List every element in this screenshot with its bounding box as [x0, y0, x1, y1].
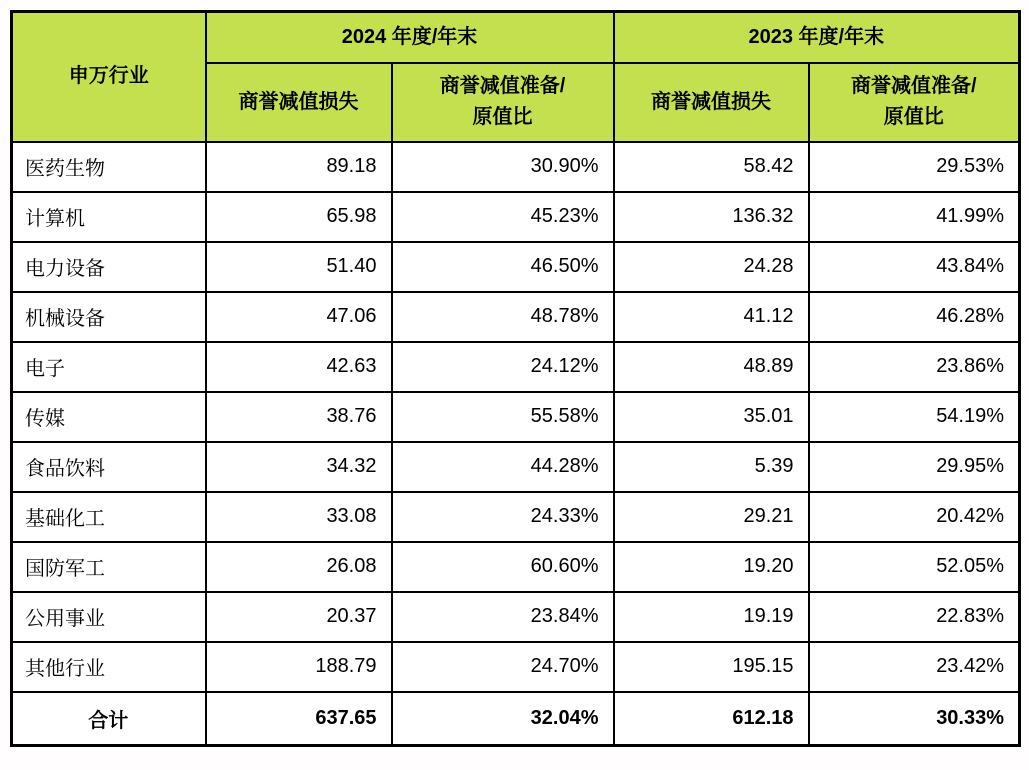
subheader-loss-2024: 商誉减值损失	[206, 63, 392, 142]
table-row	[12, 442, 1020, 492]
total-label-cell: 合计	[12, 692, 206, 746]
industry-cell: 电子	[12, 342, 206, 392]
loss-2023-cell: 24.28	[614, 242, 809, 292]
loss-2024-cell: 38.76	[206, 392, 392, 442]
loss-2024-cell: 188.79	[206, 642, 392, 692]
ratio-2024-cell: 55.58%	[392, 392, 614, 442]
industry-cell: 公用事业	[12, 592, 206, 642]
loss-2024-cell: 33.08	[206, 492, 392, 542]
table-row	[12, 342, 1020, 392]
subheader-ratio-2024-line1: 商誉减值准备/	[439, 75, 566, 97]
loss-2024-cell: 47.06	[206, 292, 392, 342]
industry-cell: 医药生物	[12, 142, 206, 192]
year-group-2024: 2024 年度/年末	[206, 12, 614, 63]
ratio-2024-cell: 30.90%	[392, 142, 614, 192]
subheader-ratio-2023-line1: 商誉减值准备/	[850, 75, 977, 97]
loss-2023-cell: 5.39	[614, 442, 809, 492]
total-ratio-2023-cell: 30.33%	[809, 692, 1020, 746]
table-row	[12, 542, 1020, 592]
ratio-2023-cell: 41.99%	[809, 192, 1020, 242]
table-row	[12, 392, 1020, 442]
ratio-2023-cell: 23.86%	[809, 342, 1020, 392]
industry-cell: 传媒	[12, 392, 206, 442]
loss-2024-cell: 34.32	[206, 442, 392, 492]
subheader-loss-2023: 商誉减值损失	[614, 63, 809, 142]
ratio-2023-cell: 54.19%	[809, 392, 1020, 442]
header-row-years	[12, 12, 1020, 63]
loss-2024-cell: 20.37	[206, 592, 392, 642]
total-loss-2023-cell: 612.18	[614, 692, 809, 746]
industry-cell: 电力设备	[12, 242, 206, 292]
ratio-2023-cell: 22.83%	[809, 592, 1020, 642]
table-row	[12, 192, 1020, 242]
industry-cell: 计算机	[12, 192, 206, 242]
subheader-ratio-2023	[809, 63, 1020, 142]
subheader-ratio-2024-line2: 原值比	[472, 106, 533, 128]
total-row	[12, 692, 1020, 746]
industry-cell: 国防军工	[12, 542, 206, 592]
loss-2023-cell: 19.20	[614, 542, 809, 592]
loss-2023-cell: 195.15	[614, 642, 809, 692]
table-row	[12, 142, 1020, 192]
loss-2024-cell: 51.40	[206, 242, 392, 292]
loss-2023-cell: 35.01	[614, 392, 809, 442]
industry-cell: 其他行业	[12, 642, 206, 692]
loss-2024-cell: 65.98	[206, 192, 392, 242]
corner-header-industry: 申万行业	[12, 12, 206, 142]
total-loss-2024-cell: 637.65	[206, 692, 392, 746]
loss-2024-cell: 42.63	[206, 342, 392, 392]
table-body	[12, 142, 1020, 746]
loss-2024-cell: 89.18	[206, 142, 392, 192]
industry-cell: 基础化工	[12, 492, 206, 542]
subheader-ratio-2024	[392, 63, 614, 142]
ratio-2023-cell: 29.95%	[809, 442, 1020, 492]
ratio-2024-cell: 23.84%	[392, 592, 614, 642]
table-header	[12, 12, 1020, 142]
goodwill-impairment-table	[10, 10, 1021, 747]
loss-2023-cell: 48.89	[614, 342, 809, 392]
industry-cell: 机械设备	[12, 292, 206, 342]
ratio-2024-cell: 45.23%	[392, 192, 614, 242]
table-row	[12, 642, 1020, 692]
ratio-2024-cell: 44.28%	[392, 442, 614, 492]
industry-cell: 食品饮料	[12, 442, 206, 492]
ratio-2023-cell: 46.28%	[809, 292, 1020, 342]
ratio-2024-cell: 48.78%	[392, 292, 614, 342]
loss-2023-cell: 19.19	[614, 592, 809, 642]
loss-2024-cell: 26.08	[206, 542, 392, 592]
total-ratio-2024-cell: 32.04%	[392, 692, 614, 746]
subheader-ratio-2023-line2: 原值比	[883, 106, 944, 128]
ratio-2024-cell: 24.33%	[392, 492, 614, 542]
table-row	[12, 242, 1020, 292]
ratio-2024-cell: 24.12%	[392, 342, 614, 392]
loss-2023-cell: 58.42	[614, 142, 809, 192]
loss-2023-cell: 136.32	[614, 192, 809, 242]
ratio-2024-cell: 24.70%	[392, 642, 614, 692]
year-group-2023: 2023 年度/年末	[614, 12, 1020, 63]
table-row	[12, 592, 1020, 642]
table-row	[12, 492, 1020, 542]
ratio-2024-cell: 60.60%	[392, 542, 614, 592]
ratio-2023-cell: 29.53%	[809, 142, 1020, 192]
table-row	[12, 292, 1020, 342]
loss-2023-cell: 41.12	[614, 292, 809, 342]
ratio-2023-cell: 23.42%	[809, 642, 1020, 692]
loss-2023-cell: 29.21	[614, 492, 809, 542]
ratio-2023-cell: 52.05%	[809, 542, 1020, 592]
ratio-2023-cell: 43.84%	[809, 242, 1020, 292]
ratio-2023-cell: 20.42%	[809, 492, 1020, 542]
ratio-2024-cell: 46.50%	[392, 242, 614, 292]
